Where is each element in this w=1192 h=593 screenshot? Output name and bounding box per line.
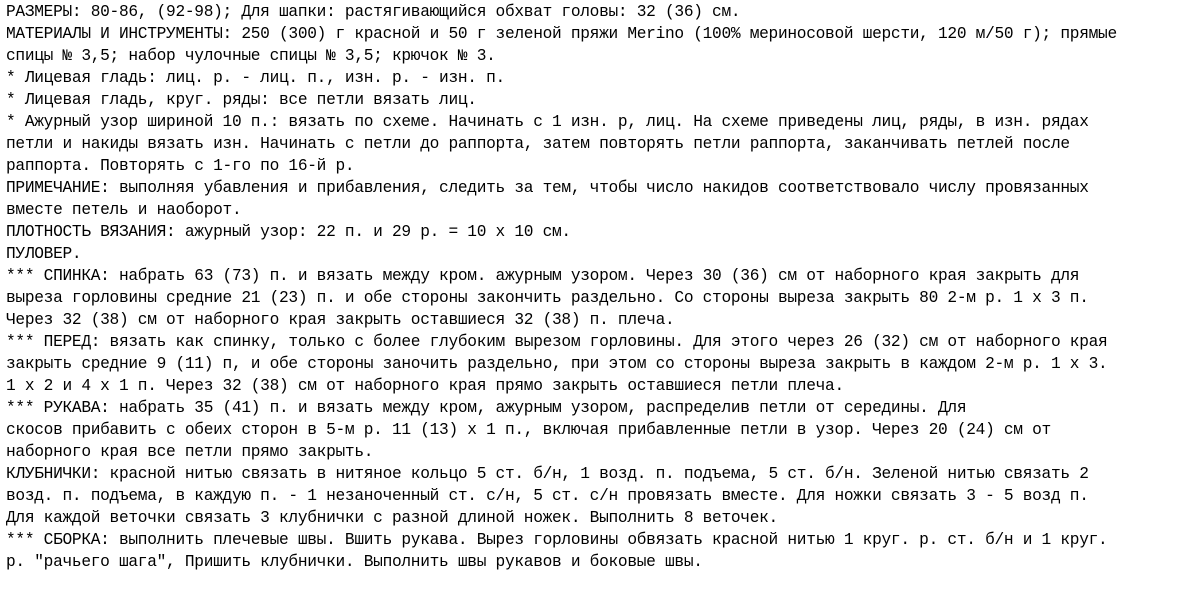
text-line-strawberries: КЛУБНИЧКИ: красной нитью связать в нитяное кольцо 5 ст. б/н, 1 возд. п. подъема, 5 ст. б/н. Зеленой нитью связать 2 — [6, 465, 1089, 483]
text-line-back: *** СПИНКА: набрать 63 (73) п. и вязать между кром. ажурным узором. Через 30 (36) см от наборного края закрыть для — [6, 267, 1080, 285]
text-line-lace-pattern-end: раппорта. Повторять с 1-го по 16-й р. — [6, 157, 355, 175]
text-line-sleeves: *** РУКАВА: набрать 35 (41) п. и вязать между кром, ажурным узором, распределив петли от середины. Для — [6, 399, 967, 417]
text-line-back-cont: выреза горловины средние 21 (23) п. и обе стороны закончить раздельно. Со стороны выреза закрыть 80 2-м р. 1 x 3 п. — [6, 289, 1089, 307]
text-line-stockinette: * Лицевая гладь: лиц. р. - лиц. п., изн. р. - изн. п. — [6, 69, 505, 87]
text-line-pullover: ПУЛОВЕР. — [6, 245, 82, 263]
text-line-strawberries-end: Для каждой веточки связать 3 клубнички с разной длиной ножек. Выполнить 8 веточек. — [6, 509, 778, 527]
text-line-materials: МАТЕРИАЛЫ И ИНСТРУМЕНТЫ: 250 (300) г красной и 50 г зеленой пряжи Merino (100% мериносовой шерсти, 120 м/50 г); прямые — [6, 25, 1117, 43]
text-line-front-cont: закрыть средние 9 (11) п, и обе стороны заночить раздельно, при этом со стороны выреза закрыть в каждом 2-м р. 1 x 3. — [6, 355, 1108, 373]
document-text — [6, 1, 1188, 573]
text-line-stockinette-round: * Лицевая гладь, круг. ряды: все петли вязать лиц. — [6, 91, 477, 109]
text-line-front: *** ПЕРЕД: вязать как спинку, только с более глубоким вырезом горловины. Для этого через 26 (32) см от наборного края — [6, 333, 1108, 351]
text-line-sizes: РАЗМЕРЫ: 80-86, (92-98); Для шапки: растягивающийся обхват головы: 32 (36) см. — [6, 3, 741, 21]
text-line-lace-pattern-cont: петли и накиды вязать изн. Начинать с петли до раппорта, затем повторять петли раппорта, заканчивать петлей после — [6, 135, 1070, 153]
text-line-back-end: Через 32 (38) см от наборного края закрыть оставшиеся 32 (38) п. плеча. — [6, 311, 675, 329]
text-line-sleeves-end: наборного края все петли прямо закрыть. — [6, 443, 374, 461]
text-line-assembly-end: р. "рачьего шага", Пришить клубнички. Выполнить швы рукавов и боковые швы. — [6, 553, 703, 571]
text-line-gauge: ПЛОТНОСТЬ ВЯЗАНИЯ: ажурный узор: 22 п. и 29 р. = 10 x 10 см. — [6, 223, 571, 241]
text-line-lace-pattern: * Ажурный узор шириной 10 п.: вязать по схеме. Начинать с 1 изн. р, лиц. На схеме приведены лиц, ряды, в изн. рядах — [6, 113, 1089, 131]
text-line-sleeves-cont: скосов прибавить с обеих сторон в 5-м р. 11 (13) x 1 п., включая прибавленные петли в узор. Через 20 (24) см от — [6, 421, 1051, 439]
text-line-materials-cont: спицы № 3,5; набор чулочные спицы № 3,5; крючок № 3. — [6, 47, 496, 65]
text-line-note: ПРИМЕЧАНИЕ: выполняя убавления и прибавления, следить за тем, чтобы число накидов соответствовало числу провязанных — [6, 179, 1089, 197]
text-line-strawberries-cont: возд. п. подъема, в каждую п. - 1 незаноченный ст. с/н, 5 ст. с/н провязать вместе. Для ножки связать 3 - 5 возд п. — [6, 487, 1089, 505]
text-line-note-cont: вместе петель и наоборот. — [6, 201, 242, 219]
text-line-assembly: *** СБОРКА: выполнить плечевые швы. Вшить рукава. Вырез горловины обвязать красной нитью 1 круг. р. ст. б/н и 1 круг. — [6, 531, 1108, 549]
text-line-front-end: 1 x 2 и 4 x 1 п. Через 32 (38) см от наборного края прямо закрыть оставшиеся петли плеча. — [6, 377, 844, 395]
